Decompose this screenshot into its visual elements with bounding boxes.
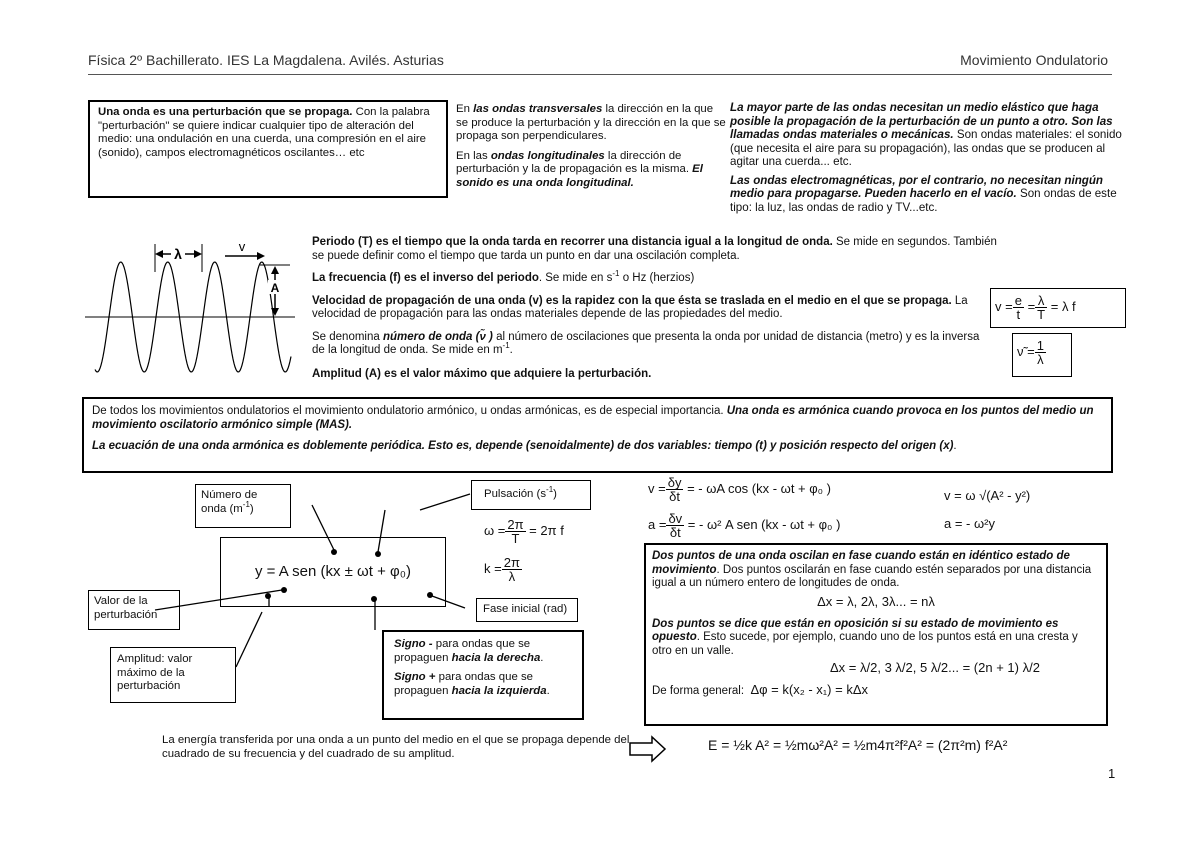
period-def-bold: Periodo (T) es el tiempo que la onda tarda en recorrer una distancia igual a la longitud de onda. (312, 236, 833, 248)
vf-t: t (1016, 307, 1021, 322)
electromagnetic-em: Las ondas electromagnéticas, por el contrario, no necesitan ningún medio para propagarse. Pueden hacerlo en el vacío. (730, 173, 1104, 200)
page-number: 1 (1108, 766, 1116, 781)
dv-d: δt (669, 489, 681, 504)
material-text: Son ondas materiales: el sonido (que necesita el aire para su propagación), las ondas que se producen al agitar una cuerda... etc. (730, 128, 1122, 168)
wavenumber-end: . (509, 344, 513, 356)
velocity-position: v = ω √(A² - y²) (944, 488, 1031, 503)
vf-lhs: v = (995, 298, 1013, 314)
harmonic-em2: La ecuación de una onda armónica es doblemente periódica. Esto es, depende (senoidalmente) de dos variables: tiempo (t) y posición respecto del origen (x) (92, 440, 954, 452)
omega-rhs: = 2π f (525, 522, 564, 538)
omega-n: 2π (507, 517, 524, 532)
k-lhs: k = (484, 560, 502, 576)
nf-n: 1 (1036, 338, 1044, 353)
opposition-eq: Δx = λ/2, 3 λ/2, 5 λ/2... = (2n + 1) λ/2 (830, 660, 1040, 675)
omega-d: T (511, 531, 520, 546)
trans-pre: En (456, 103, 474, 115)
da-lhs: a = (648, 516, 667, 532)
wave-equation-box (220, 537, 446, 607)
initial-phase-box (476, 598, 578, 622)
in-phase-eq: Δx = λ, 2λ, 3λ... = nλ (817, 593, 935, 609)
wavenumber-pre: Se denomina (312, 330, 383, 343)
nf-d: λ (1037, 352, 1044, 367)
sign-minus-dir: hacia la derecha (451, 651, 541, 664)
vf-e: e (1014, 293, 1022, 308)
electromagnetic-text: Son ondas de este tipo: la luz, las ondas de radio y TV...etc. (730, 187, 1117, 214)
velocity-derivative (648, 476, 831, 503)
wave-diagram (85, 232, 300, 382)
perturbation-value-box (88, 590, 180, 630)
pulsation-label-box (471, 480, 591, 510)
sign-minus-text: para ondas que se propaguen (394, 638, 531, 664)
wave-definition-bold: Una onda es una perturbación que se propaga. (98, 106, 353, 118)
velocity-formula-box (990, 288, 1126, 328)
velocity-label: v (238, 239, 246, 254)
material-em: La mayor parte de las ondas necesitan un medio elástico que haga posible la propagación de la perturbación de un punto a otro. Son las llamadas ondas materiales o mecánicas. (730, 101, 1113, 141)
omega-lhs: ω = (484, 522, 506, 538)
opposition-text: . Esto sucede, por ejemplo, cuando uno de los puntos está en una cresta y otro en un valle. (652, 631, 1078, 657)
trans-text: la dirección en la que se produce la perturbación y la dirección en la que se propaga son perpendiculares. (456, 103, 726, 142)
wavenumber-text: al número de oscilaciones que presenta la onda por unidad de distancia (metro) y es la inversa de la longitud de onda. Se mide en m (312, 330, 980, 356)
wavenumber-em: número de onda (ν̃ ) (382, 330, 493, 343)
general-label: De forma general: (652, 685, 745, 697)
energy-equation: E = ½k A² = ½mω²A² = ½m4π²f²A² = (2π²m) f²A² (708, 737, 1008, 753)
harmonic-end: . (953, 440, 957, 452)
wavenumber-sup: -1 (502, 341, 510, 351)
sign-plus-text: para ondas que se propaguen (394, 671, 533, 697)
general-eq: Δφ = k(x₂ - x₁) = kΔx (750, 682, 869, 697)
initial-phase-label: Fase inicial (rad) (483, 603, 568, 615)
sign-minus-em: Signo - (394, 638, 436, 650)
lambda-label: λ (174, 246, 182, 262)
nf-lhs: ν̃ = (1017, 343, 1035, 359)
sign-box: Signo - para ondas que se propaguen hacia la derecha. Signo + para ondas que se propaguen hacia la izquierda. (382, 630, 584, 720)
wavenumber-label: Número de onda (m (201, 489, 258, 515)
da-d: δt (669, 525, 681, 540)
pulsation-end: ) (553, 488, 557, 500)
trans-em: las ondas transversales (473, 103, 603, 115)
wave-equation: y = A sen (kx ± ωt + φ₀) (255, 563, 411, 580)
amplitude-label: A (270, 281, 280, 295)
harmonic-text1: De todos los movimientos ondulatorios el movimiento ondulatorio armónico, u ondas armónicas, es de especial importancia. (92, 405, 727, 417)
material-em-waves-text (730, 101, 1125, 214)
long-pre: En las (456, 149, 491, 162)
header-topic: Movimiento Ondulatorio (960, 52, 1108, 68)
freq-def-bold: La frecuencia (f) es el inverso del periodo (312, 272, 539, 284)
k-d: λ (508, 569, 516, 584)
in-phase-em: Dos puntos de una onda oscilan en fase cuando están en idéntico estado de movimiento (652, 550, 1070, 576)
amplitude-label-box (110, 647, 236, 703)
amplitude-def: Amplitud (A) es el valor máximo que adquiere la perturbación. (312, 367, 652, 380)
freq-sup: -1 (612, 269, 620, 279)
wavenumber-formula-box (1012, 333, 1072, 377)
velocity-def-text: La velocidad de propagación para las ondas materiales depende de las propiedades del medio. (312, 294, 968, 320)
transverse-longitudinal-text (456, 103, 726, 190)
wavenumber-label-end: ) (249, 502, 254, 515)
k-formula (484, 556, 522, 583)
sign-plus-dir: hacia la izquierda (451, 684, 547, 697)
k-n: 2π (503, 555, 520, 570)
in-phase-text: . Dos puntos oscilarán en fase cuando estén separados por una distancia igual a un número entero de longitudes de onda. (652, 563, 1092, 589)
amplitude-label-text: Amplitud: valor máximo de la perturbación (117, 653, 193, 692)
right-arrow-icon (628, 734, 668, 764)
da-n: δv (668, 511, 683, 526)
vf-eq1: = (1023, 298, 1036, 314)
harmonic-wave-box (82, 397, 1113, 473)
period-def-text: Se mide en segundos. También se puede definir como el tiempo que tarda un punto en dar una oscilación completa. (312, 236, 997, 262)
velocity-def-bold: Velocidad de propagación de una onda (v) es la rapidez con la que ésta se traslada en el medio en el que se propaga. (312, 294, 952, 307)
vf-T: T (1037, 307, 1046, 322)
harmonic-em1: Una onda es armónica cuando provoca en los puntos del medio un movimiento oscilatorio armónico simple (MAS). (92, 405, 1094, 431)
long-text: la dirección de perturbación y la de propagación es la misma. (456, 149, 693, 175)
acceleration-derivative (648, 512, 840, 539)
definitions (312, 236, 1002, 381)
header-title: Física 2º Bachillerato. IES La Magdalena. Avilés. Asturias (88, 52, 444, 68)
da-rhs: = - ω² A sen (kx - ωt + φ₀ ) (684, 516, 841, 532)
wave-definition-box (88, 100, 448, 198)
opposition-em: Dos puntos se dice que están en oposición si su estado de movimiento es opuesto (652, 617, 1059, 643)
pulsation-sup: -1 (546, 485, 554, 495)
dv-lhs: v = (648, 480, 666, 496)
energy-text: La energía transferida por una onda a un punto del medio en el que se propaga depende del cuadrado de su frecuencia y del cuadrado de su amplitud. (162, 734, 630, 760)
acceleration-position: a = - ω²y (944, 516, 995, 531)
freq-def-text: . Se mide en s (538, 272, 613, 284)
header-rule (88, 74, 1112, 75)
long-em: ondas longitudinales (490, 149, 605, 162)
dv-rhs: = - ωA cos (kx - ωt + φ₀ ) (683, 480, 832, 496)
dv-n: δy (667, 475, 682, 490)
perturbation-value-label: Valor de la perturbación (94, 595, 158, 621)
vf-eq2: = λ f (1047, 298, 1076, 314)
pulsation-label: Pulsación (s (484, 488, 547, 500)
omega-formula (484, 518, 564, 545)
long-em2: El sonido es una onda longitudinal. (456, 163, 703, 189)
freq-def-text2: o Hz (herzios) (619, 272, 695, 284)
sign-plus-em: Signo + (394, 671, 439, 683)
phase-box (644, 543, 1108, 726)
wavenumber-label-sup: -1 (242, 499, 250, 509)
wavenumber-label-box (195, 484, 291, 528)
vf-l: λ (1035, 294, 1047, 308)
wave-definition-text: Con la palabra "perturbación" se quiere indicar cualquier tipo de alteración del medio: una ondulación en una cuerda, una compresión en el aire (sonido), campos electromagnéticos oscilantes… etc (98, 106, 430, 159)
